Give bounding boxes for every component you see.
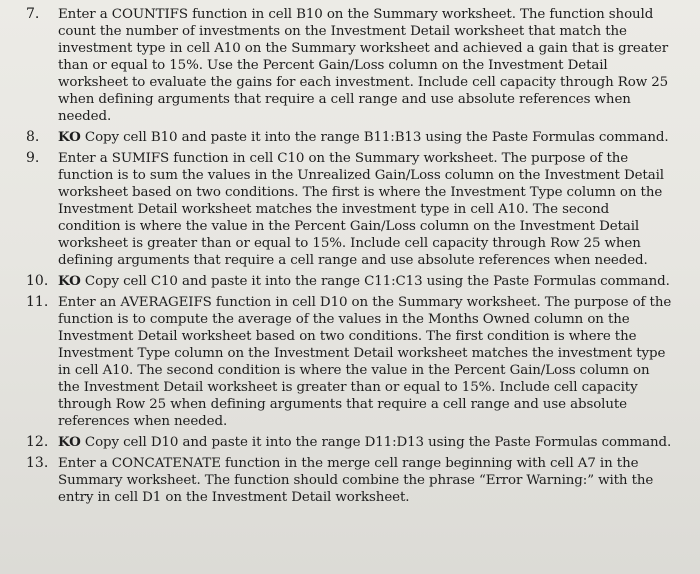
step-text: Copy cell D10 and paste it into the range D11:D13 using the Paste Formulas command. bbox=[84, 435, 672, 450]
step-number: 8. bbox=[26, 129, 40, 145]
step-number: 10. bbox=[26, 273, 49, 289]
step-prefix: KO bbox=[58, 273, 81, 289]
step-text: Enter a CONCATENATE function in the merge cell range beginning with cell A7 in the Summary worksheet. The function should combine the phrase “Error Warning:” with the entry in cell D1 on the Investment Detail worksheet. bbox=[58, 456, 654, 505]
step-number: 9. bbox=[26, 150, 40, 166]
step-7 bbox=[18, 6, 674, 125]
step-text: Copy cell C10 and paste it into the range C11:C13 using the Paste Formulas command. bbox=[84, 274, 670, 289]
step-9 bbox=[18, 150, 674, 269]
step-number: 13. bbox=[26, 455, 49, 471]
step-text: Enter a COUNTIFS function in cell B10 on the Summary worksheet. The function should count the number of investments on the Investment Detail worksheet that match the investment type in cell A10 on the Summary worksheet and achieved a gain that is greater than or equal to 15%. Use the Percent Gain/Loss column on the Investment Detail worksheet to evaluate the gains for each investment. Include cell capacity through Row 25 when defining arguments that require a cell range and use absolute references when needed. bbox=[58, 7, 669, 124]
step-text-wrapper bbox=[58, 273, 674, 290]
step-10 bbox=[18, 273, 674, 290]
step-text: Enter a SUMIFS function in cell C10 on the Summary worksheet. The purpose of the function is to sum the values in the Unrealized Gain/Loss column on the Investment Detail worksheet based on two conditions. The first is where the Investment Type column on the Investment Detail worksheet matches the investment type in cell A10. The second condition is where the value in the Percent Gain/Loss column on the Investment Detail worksheet is greater than or equal to 15%. Include cell capacity through Row 25 when defining arguments that require a cell range and use absolute references when needed. bbox=[58, 151, 664, 268]
step-8 bbox=[18, 129, 674, 146]
step-13 bbox=[18, 455, 674, 506]
step-number: 12. bbox=[26, 434, 49, 450]
step-prefix: KO bbox=[58, 434, 81, 450]
step-number: 7. bbox=[26, 6, 40, 22]
step-text-wrapper bbox=[58, 434, 674, 451]
step-text: Enter an AVERAGEIFS function in cell D10 on the Summary worksheet. The purpose of the function is to compute the average of the values in the Months Owned column on the Investment Detail worksheet based on two conditions. The first condition is where the Investment Type column on the Investment Detail worksheet matches the investment type in cell A10. The second condition is where the value in the Percent Gain/Loss column on the Investment Detail worksheet is greater than or equal to 15%. Include cell capacity through Row 25 when defining arguments that require a cell range and use absolute references when needed. bbox=[58, 295, 672, 429]
step-11 bbox=[18, 294, 674, 430]
step-text-wrapper bbox=[58, 129, 674, 146]
step-prefix: KO bbox=[58, 129, 81, 145]
step-12 bbox=[18, 434, 674, 451]
step-text: Copy cell B10 and paste it into the range B11:B13 using the Paste Formulas command. bbox=[84, 130, 669, 145]
step-number: 11. bbox=[26, 294, 49, 310]
